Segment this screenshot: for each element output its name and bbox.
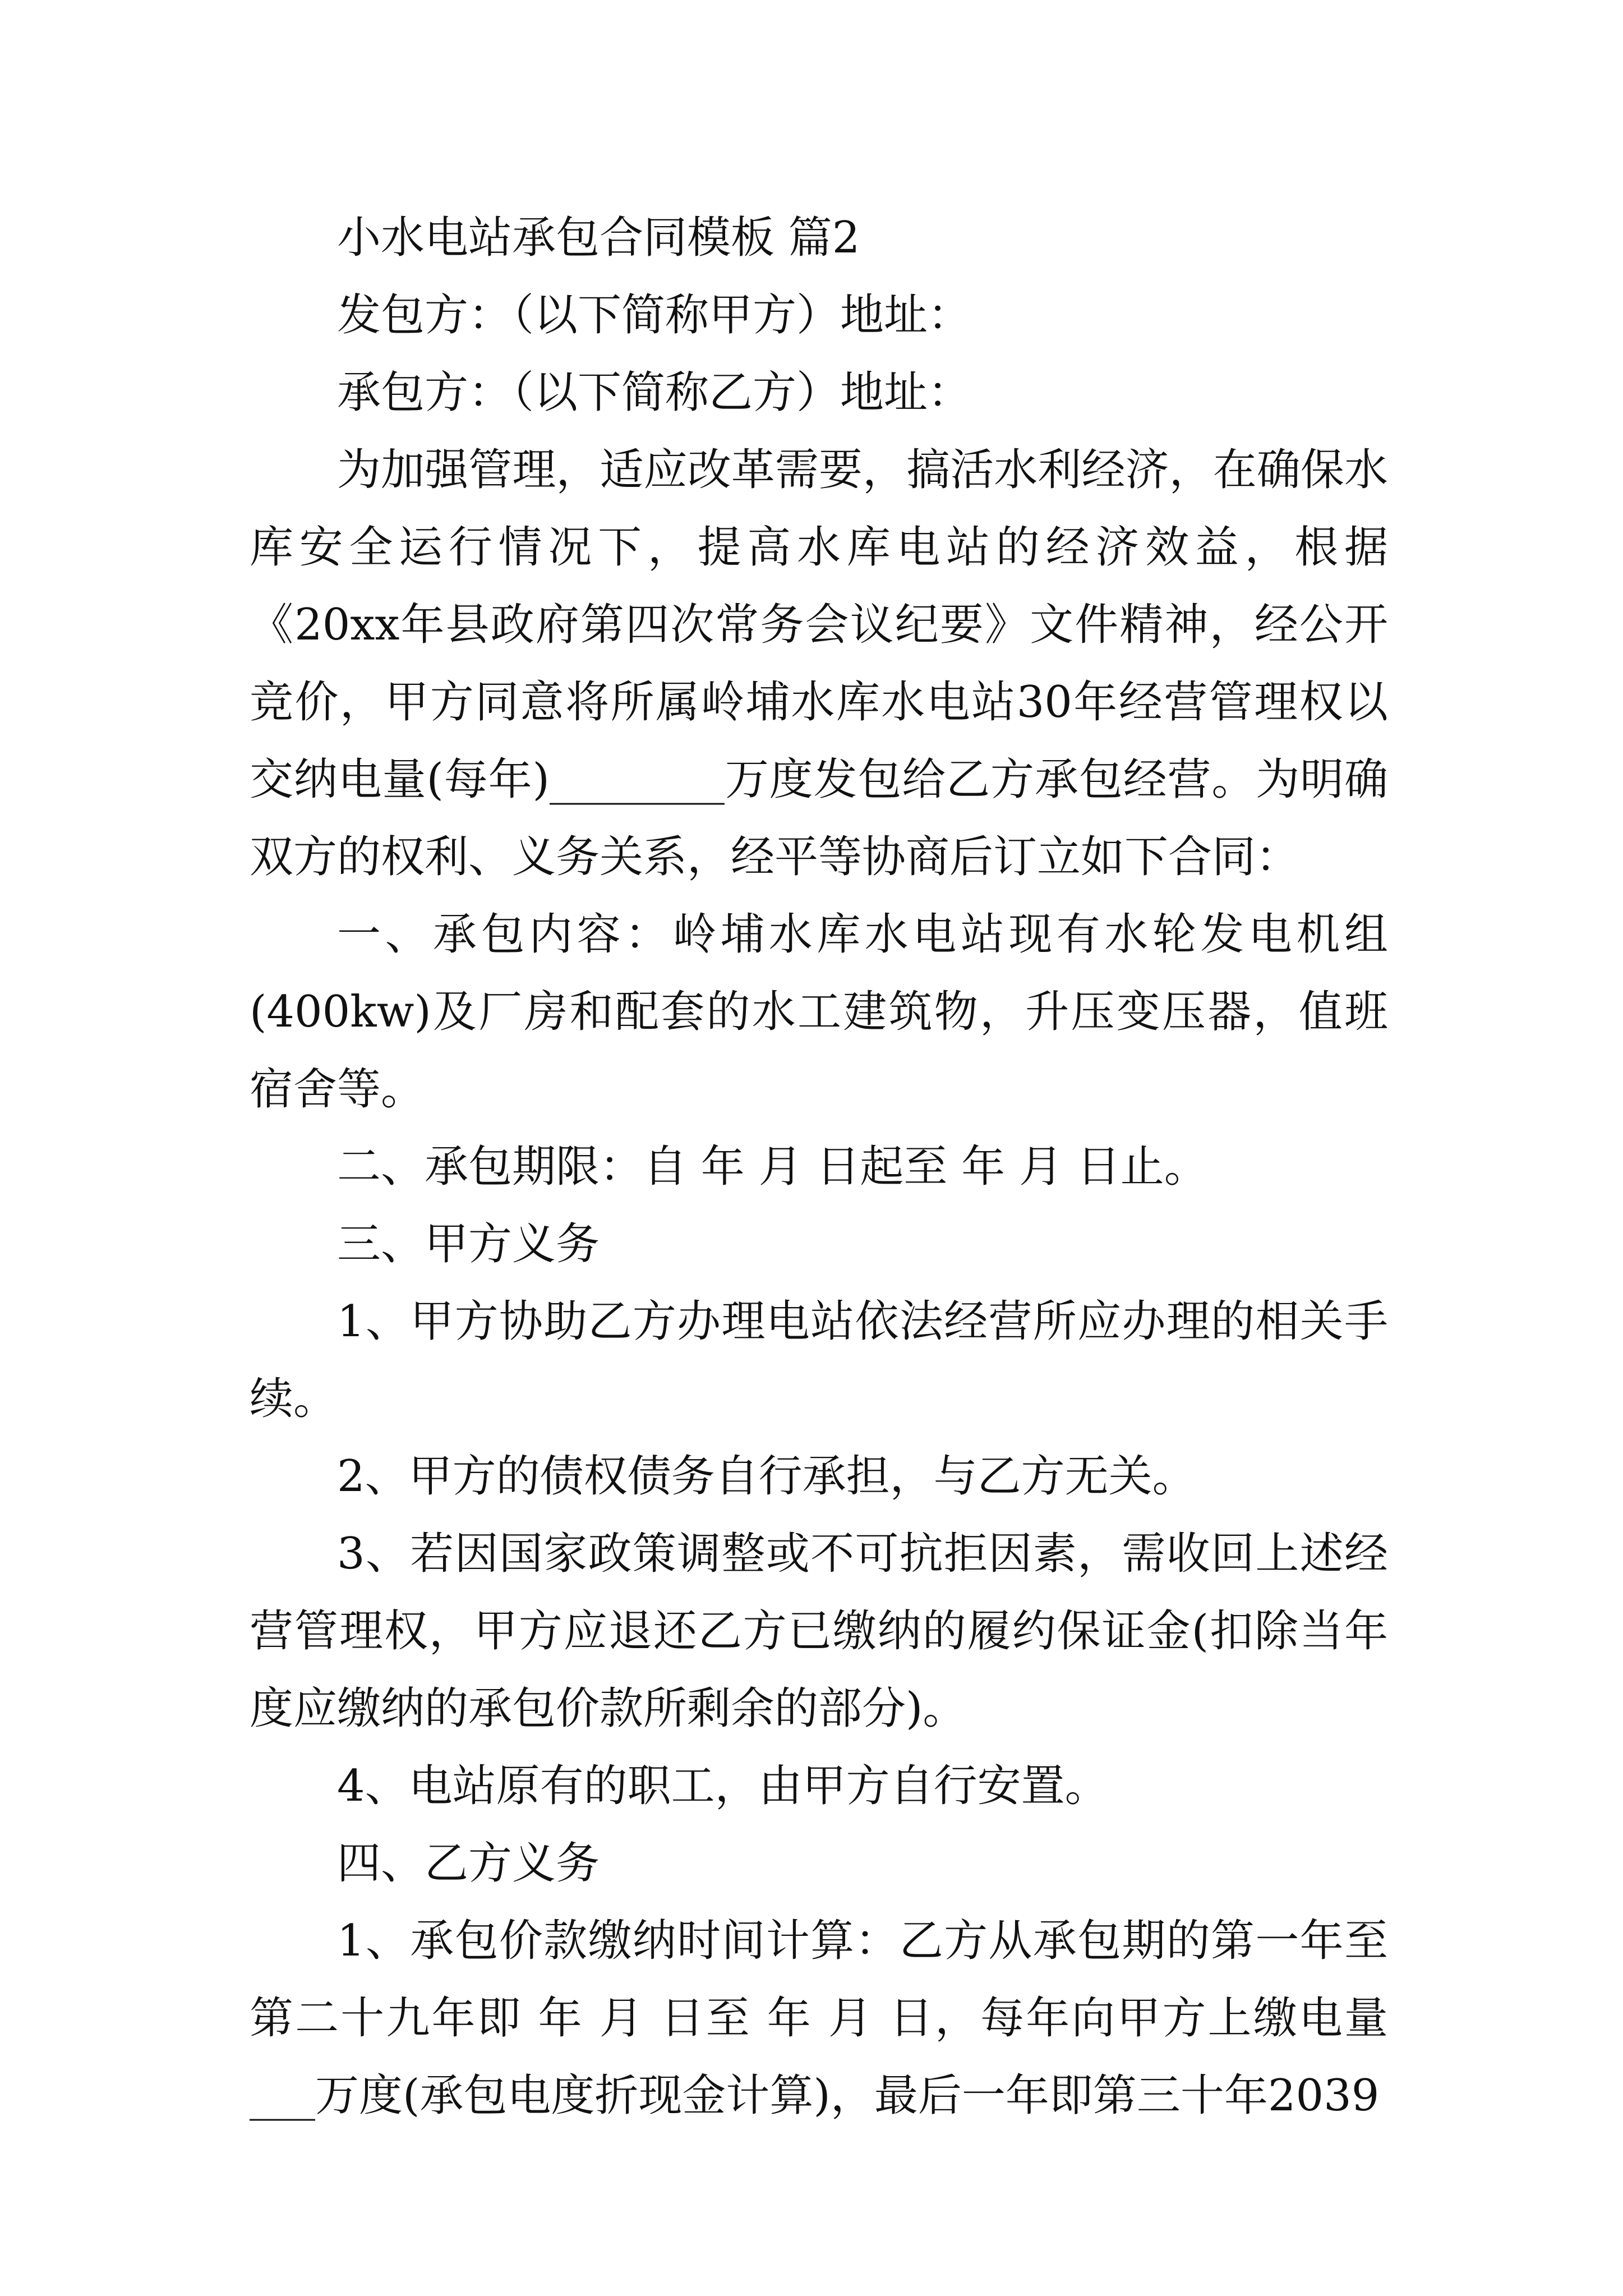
party-a-obligation-3: 3、若因国家政策调整或不可抗拒因素，需收回上述经营管理权，甲方应退还乙方已缴纳的履约保证金(扣除当年度应缴纳的承包价款所剩余的部分)。 bbox=[250, 1529, 1388, 1734]
party-a-obligation-4: 4、电站原有的职工，由甲方自行安置。 bbox=[337, 1761, 1109, 1811]
document-title: 小水电站承包合同模板 篇2 bbox=[337, 213, 860, 263]
party-a-obligation-1: 1、甲方协助乙方办理电站依法经营所应办理的相关手续。 bbox=[250, 1296, 1388, 1424]
clause-2-term: 二、承包期限：自 年 月 日起至 年 月 日止。 bbox=[337, 1142, 1208, 1192]
section-heading-party-a-obligations: 三、甲方义务 bbox=[337, 1219, 600, 1269]
preamble-paragraph: 为加强管理，适应改革需要，搞活水利经济，在确保水库安全运行情况下，提高水库电站的经济效益，根据《20xx年县政府第四次常务会议纪要》文件精神，经公开竞价，甲方同意将所属岭埔水库水电站30年经营管理权以交纳电量(每年)________万度发包给乙方承包经营。为明确双方的权利、义务关系，经平等协商后订立如下合同： bbox=[250, 445, 1388, 882]
party-b-line: 承包方：（以下简称乙方）地址： bbox=[337, 367, 972, 418]
party-a-line: 发包方：（以下简称甲方）地址： bbox=[337, 290, 972, 341]
clause-1-content: 一、承包内容：岭埔水库水电站现有水轮发电机组(400kw)及厂房和配套的水工建筑物，升压变压器，值班宿舍等。 bbox=[250, 909, 1388, 1115]
party-a-obligation-2: 2、甲方的债权债务自行承担，与乙方无关。 bbox=[337, 1451, 1196, 1502]
document-body bbox=[250, 199, 1388, 2134]
section-heading-party-b-obligations: 四、乙方义务 bbox=[337, 1838, 600, 1889]
party-b-obligation-1: 1、承包价款缴纳时间计算：乙方从承包期的第一年至第二十九年即 年 月 日至 年 月 日，每年向甲方上缴电量___万度(承包电度折现金计算)，最后一年即第三十年2039 bbox=[250, 1916, 1388, 2121]
